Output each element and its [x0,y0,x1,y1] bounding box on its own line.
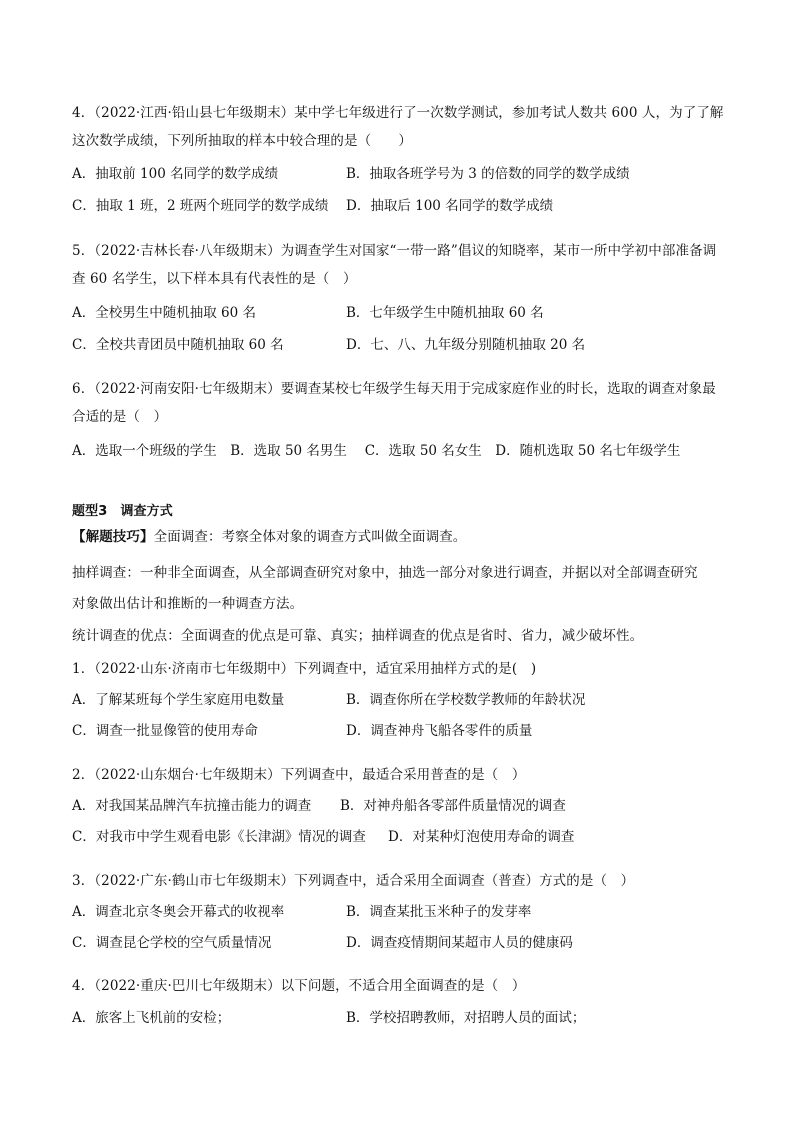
question-4-option-c: C．抽取 1 班，2 班两个班同学的数学成绩 [72,198,329,214]
sampling-definition-line2: 对象做出估计和推断的一种调查方法。 [72,596,304,612]
question-b3-option-c: C．调查昆仑学校的空气质量情况 [72,935,272,951]
question-4-option-b: B．抽取各班学号为 3 的倍数的同学的数学成绩 [346,166,630,182]
question-6-stem-line1: 6．（2022·河南安阳·七年级期末）要调查某校七年级学生每天用于完成家庭作业的时长，选取的调查对象最 [72,381,716,397]
tip-text: 全面调查：考察全体对象的调查方式叫做全面调查。 [153,529,467,545]
question-5-option-c: C．全校共青团员中随机抽取 60 名 [72,337,284,353]
question-4-stem-line2: 这次数学成绩，下列所抽取的样本中较合理的是（ ） [72,133,412,149]
question-4-option-a: A．抽取前 100 名同学的数学成绩 [72,166,279,182]
question-b4-stem: 4．（2022·重庆·巴川七年级期末）以下问题，不适合用全面调查的是（ ） [72,978,526,994]
question-b2-option-b: B．对神舟船各零部件质量情况的调查 [340,798,566,814]
question-5-stem-line2: 查 60 名学生，以下样本具有代表性的是（ ） [72,271,357,287]
tip-label: 【解题技巧】 [72,529,154,545]
question-b2-stem: 2．（2022·山东烟台·七年级期末）下列调查中，最适合采用普查的是（ ） [72,767,526,783]
question-b1-stem: 1．（2022·山东·济南市七年级期中）下列调查中，适宜采用抽样方式的是( ) [72,661,537,677]
question-4-stem-line1: 4．（2022·江西·铅山县七年级期末）某中学七年级进行了一次数学测试，参加考试人数共 600 人，为了了解 [72,105,724,121]
question-b2-option-d: D．对某种灯泡使用寿命的调查 [388,829,575,845]
question-6-stem-line2: 合适的是（ ） [72,409,168,425]
question-4-option-d: D．抽取后 100 名同学的数学成绩 [346,198,554,214]
question-b3-stem: 3．（2022·广东·鹤山市七年级期末）下列调查中，适合采用全面调查（普查）方式的是（ ） [72,873,635,889]
question-b2-option-a: A．对我国某品牌汽车抗撞击能力的调查 [72,798,312,814]
question-5-stem-line1: 5．（2022·吉林长春·八年级期末）为调查学生对国家“一带一路”倡议的知晓率，某市一所中学初中部准备调 [72,243,717,259]
question-b4-option-b: B．学校招聘教师，对招聘人员的面试； [346,1010,586,1026]
question-5-option-b: B．七年级学生中随机抽取 60 名 [346,305,544,321]
question-b1-option-d: D．调查神舟飞船各零件的质量 [346,723,533,739]
survey-advantages: 统计调查的优点：全面调查的优点是可靠、真实；抽样调查的优点是省时、省力，减少破坏性。 [72,628,644,644]
question-b3-option-a: A．调查北京冬奥会开幕式的收视率 [72,904,285,920]
question-b1-option-b: B．调查你所在学校数学教师的年龄状况 [346,692,586,708]
sampling-definition-line1: 抽样调查：一种非全面调查，从全部调查研究对象中，抽选一部分对象进行调查，并据以对全部调查研究 [72,565,698,581]
question-b4-option-a: A．旅客上飞机前的安检； [72,1010,231,1026]
section-heading: 题型3 调查方式 [72,504,173,519]
question-6-options: A．选取一个班级的学生 B．选取 50 名男生 C．选取 50 名女生 D．随机选取 50 名七年级学生 [72,443,681,459]
question-5-option-d: D．七、八、九年级分别随机抽取 20 名 [346,337,586,353]
question-b3-option-d: D．调查疫情期间某超市人员的健康码 [346,935,573,951]
question-b1-option-a: A．了解某班每个学生家庭用电数量 [72,692,285,708]
question-b2-option-c: C．对我市中学生观看电影《长津湖》情况的调查 [72,829,366,845]
question-b1-option-c: C．调查一批显像管的使用寿命 [72,723,258,739]
question-5-option-a: A．全校男生中随机抽取 60 名 [72,305,257,321]
question-b3-option-b: B．调查某批玉米种子的发芽率 [346,904,532,920]
tip-line [72,528,466,546]
